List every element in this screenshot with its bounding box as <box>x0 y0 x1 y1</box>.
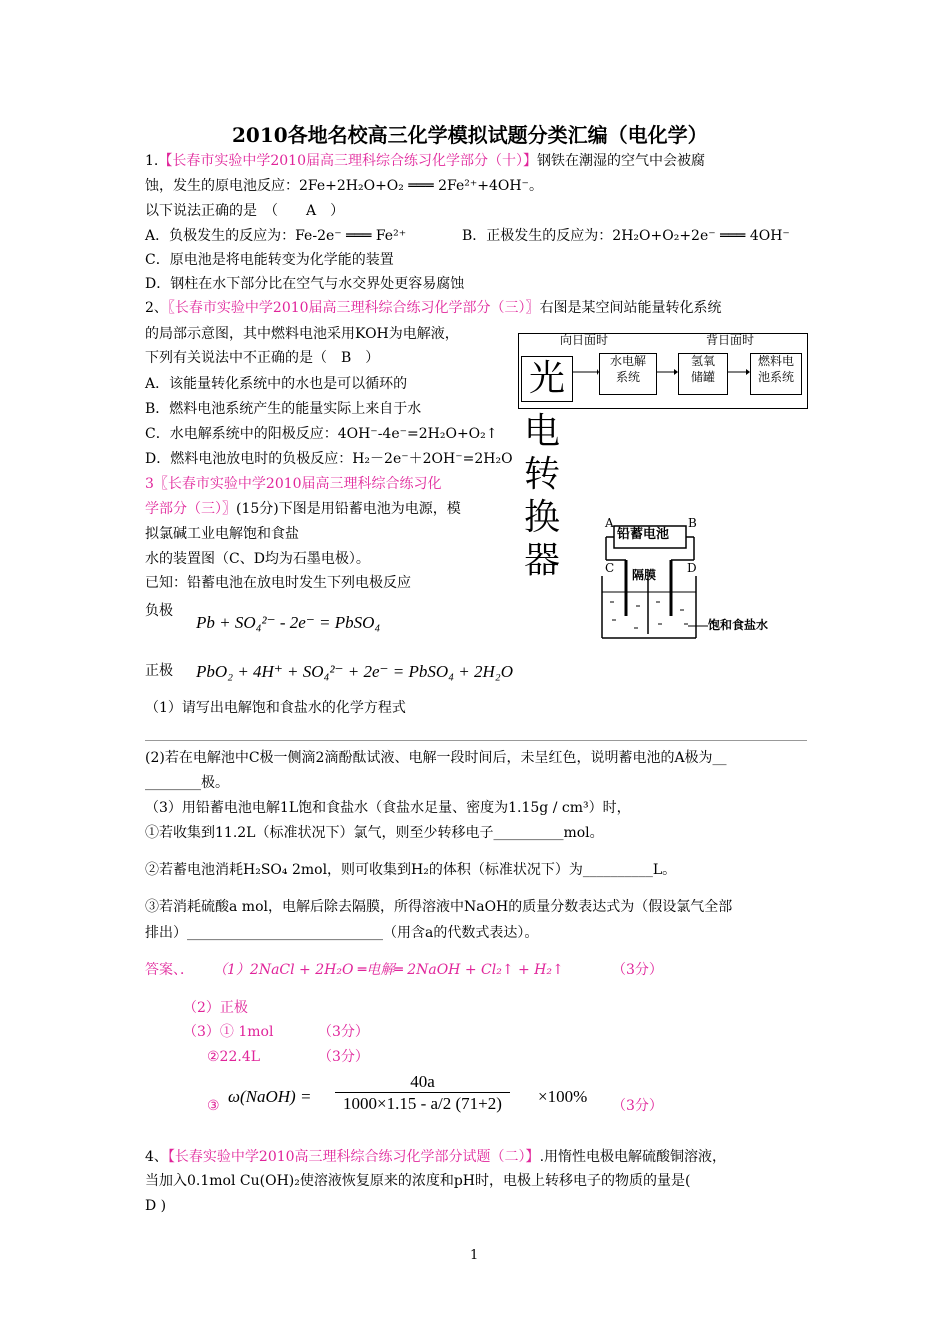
label-A: A <box>605 516 614 530</box>
answer-1: （1）2NaCl + 2H₂O ═电解═ 2NaOH + Cl₂↑ + H₂↑ <box>213 962 564 978</box>
label-shade-side: 背日面时 <box>706 333 755 347</box>
q1-number: 1. <box>145 153 159 169</box>
q4-text-a: .用惰性电极电解硫酸铜溶液， <box>539 1149 727 1165</box>
answer-3-3-score: （3分） <box>612 1098 663 1114</box>
q4-text-c: D ) <box>145 1198 167 1214</box>
q2-option-b: B．燃料电池系统产生的能量实际上来自于水 <box>145 401 422 417</box>
q2-number: 2、 <box>145 300 168 316</box>
fraction-numerator: 40a <box>335 1071 510 1093</box>
q3-negative-equation: Pb + SO₄²⁻ - 2e⁻ = PbSO₄ <box>196 613 381 632</box>
vertical-char-1: 电 <box>524 411 561 452</box>
q1-source: 【长春市实验中学2010届高三理科综合练习化学部分（十）】 <box>158 153 537 169</box>
vertical-char-3: 换 <box>524 497 561 538</box>
q4-source: 【长春实验中学2010高三理科综合练习化学部分试题（二）】 <box>167 1149 540 1165</box>
q2-option-c: C．水电解系统中的阳极反应：4OH⁻-4e⁻=2H₂O+O₂↑ <box>145 426 498 442</box>
q4-text-b: 当加入0.1mol Cu(OH)₂使溶液恢复原来的浓度和pH时，电极上转移电子的物质的量是( <box>145 1173 691 1189</box>
q1-option-d: D．钢柱在水下部分比在空气与水交界处更容易腐蚀 <box>145 276 465 292</box>
q3-part-3-3a: ③若消耗硫酸a mol，电解后除去隔膜，所得溶液中NaOH的质量分数表达式为（假设氯气全部 <box>145 899 733 915</box>
answer-3-2: ②22.4L <box>207 1049 261 1065</box>
fuel-cell-label-1: 燃料电 <box>757 354 794 368</box>
q3-text-a: (15分)下图是用铅蓄电池为电源，模 <box>236 501 461 517</box>
answer-line <box>145 740 807 741</box>
q3-part-1: （1）请写出电解饱和食盐水的化学方程式 <box>145 700 406 716</box>
vertical-char-4: 器 <box>524 540 561 581</box>
answer-3-3-tail: ×100% <box>538 1087 588 1106</box>
q2-option-d: D．燃料电池放电时的负极反应：H₂－2e⁻＋2OH⁻=2H₂O <box>145 451 513 467</box>
answer-1-score: （3分） <box>612 962 663 978</box>
diagram-arrows <box>570 360 760 380</box>
page-title: 2010各地名校高三化学模拟试题分类汇编（电化学） <box>232 123 708 147</box>
answer-label: 答案、． <box>145 962 194 978</box>
label-sun-side: 向日面时 <box>560 333 609 347</box>
q3-text-b: 拟氯碱工业电解饱和食盐 <box>145 526 299 542</box>
electrolysis-label-2: 系统 <box>615 369 640 384</box>
answer-2: （2）正极 <box>183 1000 248 1016</box>
q3-part-2a: (2)若在电解池中C极一侧滴2滴酚酞试液、电解一段时间后，未呈红色，说明蓄电池的A极为__ <box>145 750 727 766</box>
q2-line-1 <box>145 300 722 318</box>
fuel-cell-label-2: 池系统 <box>757 369 794 384</box>
q1-option-c: C．原电池是将电能转变为化学能的装置 <box>145 252 394 268</box>
tank-label-2: 储罐 <box>690 369 715 384</box>
q2-text-a: 右图是某空间站能量转化系统 <box>539 300 722 316</box>
q3-negative-label: 负极 <box>145 603 173 619</box>
fraction-denominator: 1000×1.15 - a/2 (71+2) <box>343 1094 502 1114</box>
solution-label: 饱和食盐水 <box>708 618 769 632</box>
converter-box: 光 <box>521 356 573 402</box>
label-D: D <box>687 561 697 575</box>
q4-line-1 <box>145 1149 726 1167</box>
vertical-char-2: 转 <box>524 454 561 495</box>
page-number: 1 <box>470 1248 479 1263</box>
q1-option-a: A．负极发生的反应为：Fe-2e⁻ ═══ Fe²⁺ <box>145 228 407 244</box>
answer-3-1: （3）① 1mol <box>183 1024 274 1040</box>
q3-known: 已知：铅蓄电池在放电时发生下列电极反应 <box>145 575 411 591</box>
q1-ask: 以下说法正确的是 （ A ） <box>145 203 345 219</box>
q3-line-2 <box>145 501 461 519</box>
q3-part-2b: ________极。 <box>145 775 229 791</box>
q1-text-a: 钢铁在潮湿的空气中会被腐 <box>537 153 705 169</box>
answer-3-3-lhs: ω(NaOH) = <box>228 1087 312 1106</box>
q2-option-a: A．该能量转化系统中的水也是可以循环的 <box>145 376 408 392</box>
q3-text-c: 水的装置图（C、D均为石墨电极）。 <box>145 551 370 567</box>
membrane-label: 隔膜 <box>632 568 657 582</box>
q3-part-3: （3）用铅蓄电池电解1L饱和食盐水（食盐水足量、密度为1.15g / cm³）时， <box>145 800 631 816</box>
converter-vertical-label <box>524 410 560 582</box>
answer-3-1-score: （3分） <box>318 1024 369 1040</box>
q3-part-3-3b: 排出）____________________________（用含a的代数式表达）。 <box>145 925 539 941</box>
q3-source-b: 学部分（三）〗 <box>145 501 236 517</box>
electrolysis-label-1: 水电解 <box>609 354 646 368</box>
label-C: C <box>605 561 615 575</box>
q1-line-1 <box>145 153 705 171</box>
q2-source: 〖长春市实验中学2010届高三理科综合练习化学部分（三）〗 <box>167 300 540 316</box>
answer-3-3-fraction <box>335 1071 510 1115</box>
q2-text-b: 的局部示意图，其中燃料电池采用KOH为电解液， <box>145 326 459 342</box>
label-B: B <box>688 516 697 530</box>
q4-number: 4、 <box>145 1149 168 1165</box>
q3-source-a: 3〖长春市实验中学2010届高三理科综合练习化 <box>145 476 442 492</box>
battery-label: 铅蓄电池 <box>617 527 670 542</box>
q3-part-3-1: ①若收集到11.2L（标准状况下）氯气，则至少转移电子__________mol。 <box>145 825 604 841</box>
q3-positive-equation: PbO₂ + 4H⁺ + SO₄²⁻ + 2e⁻ = PbSO₄ + 2H₂O <box>196 662 513 681</box>
q1-text-b: 蚀，发生的原电池反应：2Fe+2H₂O+O₂ ═══ 2Fe²⁺+4OH⁻。 <box>145 178 543 194</box>
q3-positive-label: 正极 <box>145 663 173 679</box>
q2-text-c: 下列有关说法中不正确的是（ B ） <box>145 350 380 366</box>
tank-label-1: 氢氧 <box>690 354 715 368</box>
q1-option-b: B．正极发生的反应为：2H₂O+O₂+2e⁻ ═══ 4OH⁻ <box>462 228 790 244</box>
answer-3-3-mark: ③ <box>207 1098 220 1114</box>
q3-part-3-2: ②若蓄电池消耗H₂SO₄ 2mol，则可收集到H₂的体积（标准状况下）为__________L。 <box>145 862 677 878</box>
answer-3-2-score: （3分） <box>318 1049 369 1065</box>
